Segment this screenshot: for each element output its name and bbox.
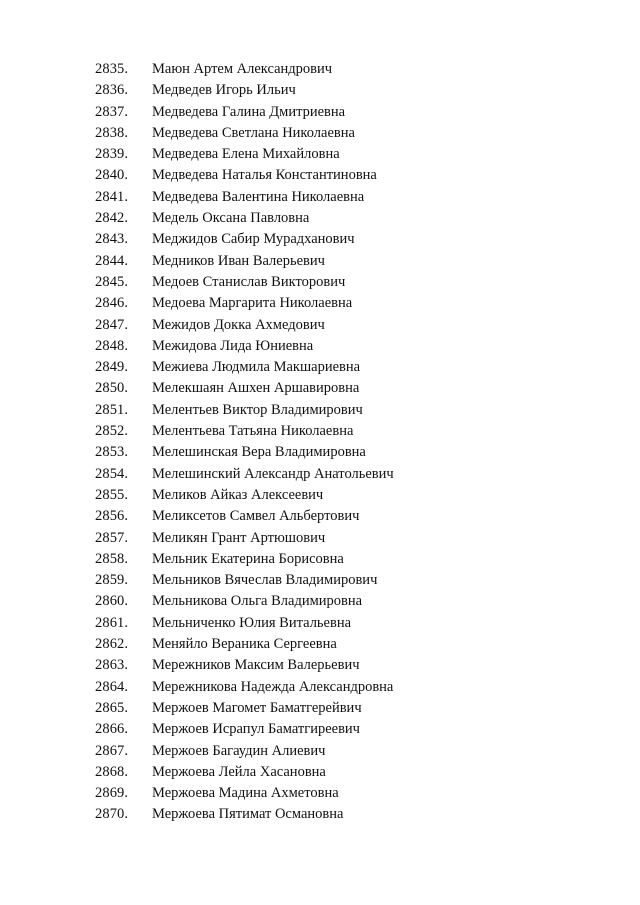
list-item [0,528,640,549]
entry-name: Меджидов Сабир Мурадханович [152,231,355,248]
entry-name: Мельникова Ольга Владимировна [152,593,363,610]
entry-number: 2845. [95,273,129,290]
entry-name: Меликов Айказ Алексеевич [152,486,324,503]
list-item [0,378,640,399]
entry-name: Мержоев Исрапул Баматгиреевич [152,721,360,738]
list-item [0,804,640,825]
list-item [0,315,640,336]
list-item [0,123,640,144]
entry-number: 2846. [95,295,129,312]
list-item [0,613,640,634]
list-item [0,102,640,123]
entry-name: Мержоева Лейла Хасановна [152,763,326,780]
entry-number: 2851. [95,401,129,418]
list-item [0,762,640,783]
entry-name: Мержоева Мадина Ахметовна [152,785,339,802]
entry-number: 2849. [95,359,129,376]
entry-name: Мелентьева Татьяна Николаевна [152,423,354,440]
entry-name: Мелешинский Александр Анатольевич [152,465,394,482]
entry-number: 2864. [95,678,129,695]
entry-name: Мелекшаян Ашхен Аршавировна [152,380,360,397]
entry-number: 2837. [95,103,129,120]
entry-number: 2868. [95,763,129,780]
entry-number: 2858. [95,550,129,567]
entry-name: Мережников Максим Валерьевич [152,657,360,674]
entry-number: 2843. [95,231,129,248]
entry-name: Медведева Валентина Николаевна [152,188,365,205]
list-item [0,165,640,186]
list-item [0,783,640,804]
entry-number: 2852. [95,423,129,440]
entry-number: 2859. [95,572,129,589]
list-item [0,719,640,740]
list-item [0,698,640,719]
entry-name: Мельников Вячеслав Владимирович [152,572,378,589]
entry-number: 2867. [95,742,129,759]
list-item [0,293,640,314]
list-item [0,400,640,421]
entry-name: Межиева Людмила Макшариевна [152,359,361,376]
entry-name: Медведев Игорь Ильич [152,82,296,99]
entry-number: 2841. [95,188,129,205]
entry-name: Мелентьев Виктор Владимирович [152,401,363,418]
list-item [0,80,640,101]
entry-number: 2862. [95,636,129,653]
entry-number: 2860. [95,593,129,610]
list-item [0,506,640,527]
entry-name: Медведева Елена Михайловна [152,146,340,163]
list-item [0,272,640,293]
entry-name: Медель Оксана Павловна [152,210,310,227]
list-item [0,187,640,208]
entry-name: Мержоев Магомет Баматгерейвич [152,699,362,716]
list-item [0,634,640,655]
entry-number: 2854. [95,465,129,482]
entry-number: 2842. [95,210,129,227]
numbered-name-list [0,59,640,826]
entry-name: Мельник Екатерина Борисовна [152,550,344,567]
list-item [0,229,640,250]
entry-name: Медведева Наталья Константиновна [152,167,377,184]
list-item [0,741,640,762]
entry-name: Меняйло Вераника Сергеевна [152,636,337,653]
entry-number: 2863. [95,657,129,674]
entry-name: Медников Иван Валерьевич [152,252,325,269]
entry-name: Межидов Докка Ахмедович [152,316,325,333]
entry-name: Медведева Светлана Николаевна [152,124,355,141]
entry-name: Медведева Галина Дмитриевна [152,103,346,120]
entry-name: Меликян Грант Артюшович [152,529,326,546]
entry-number: 2853. [95,444,129,461]
list-item [0,357,640,378]
list-item [0,591,640,612]
entry-number: 2847. [95,316,129,333]
entry-name: Межидова Лида Юниевна [152,337,314,354]
entry-number: 2838. [95,124,129,141]
list-item [0,677,640,698]
list-item [0,464,640,485]
entry-number: 2844. [95,252,129,269]
list-item [0,421,640,442]
entry-name: Мержоева Пятимат Османовна [152,806,344,823]
entry-number: 2856. [95,508,129,525]
entry-number: 2857. [95,529,129,546]
entry-name: Мережникова Надежда Александровна [152,678,394,695]
list-item [0,549,640,570]
entry-name: Медоева Маргарита Николаевна [152,295,353,312]
entry-name: Медоев Станислав Викторович [152,273,346,290]
entry-name: Мелешинская Вера Владимировна [152,444,366,461]
list-item [0,655,640,676]
list-item [0,485,640,506]
entry-number: 2850. [95,380,129,397]
entry-number: 2836. [95,82,129,99]
entry-name: Меликсетов Самвел Альбертович [152,508,360,525]
list-item [0,59,640,80]
entry-number: 2866. [95,721,129,738]
entry-number: 2835. [95,61,129,77]
entry-number: 2839. [95,146,129,163]
list-item [0,336,640,357]
entry-name: Мержоев Багаудин Алиевич [152,742,326,759]
entry-name: Маюн Артем Александрович [152,61,333,77]
entry-number: 2861. [95,614,129,631]
entry-number: 2840. [95,167,129,184]
entry-name: Мельниченко Юлия Витальевна [152,614,352,631]
entry-number: 2865. [95,699,129,716]
entry-number: 2848. [95,337,129,354]
list-item [0,208,640,229]
entry-number: 2870. [95,806,129,823]
list-item [0,144,640,165]
list-item [0,570,640,591]
list-item [0,251,640,272]
entry-number: 2869. [95,785,129,802]
list-item [0,442,640,463]
entry-number: 2855. [95,486,129,503]
